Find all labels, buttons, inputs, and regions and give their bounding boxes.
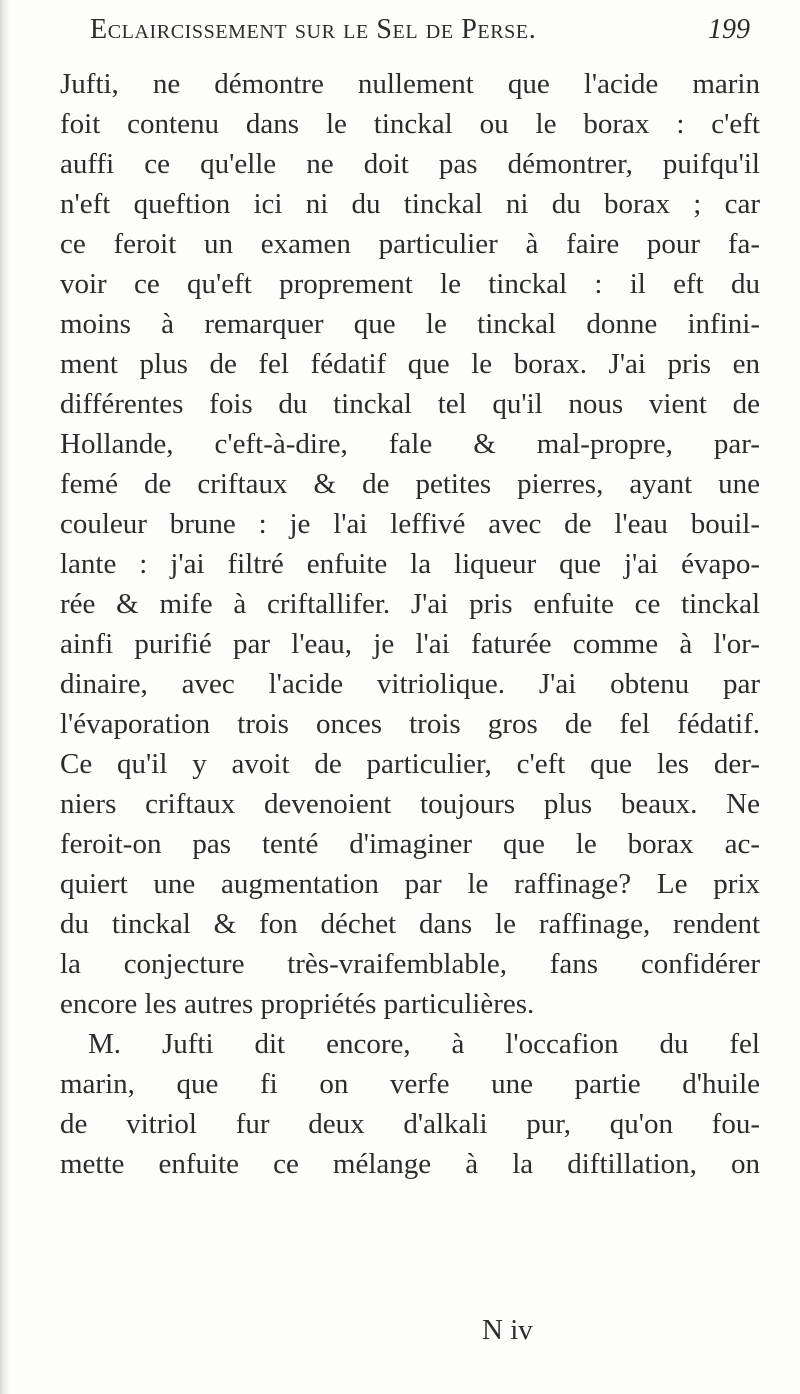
text-line: niers criftaux devenoient toujours plus beaux. Ne: [60, 788, 760, 820]
text-line: Jufti, ne démontre nullement que l'acide marin: [60, 68, 760, 100]
text-line: ce feroit un examen particulier à faire pour fa-: [60, 228, 760, 260]
body-text: [60, 64, 760, 1184]
text-line: moins à remarquer que le tinckal donne infini-: [60, 308, 760, 340]
text-line: quiert une augmentation par le raffinage? Le prix: [60, 868, 760, 900]
text-line: rée & mife à criftallifer. J'ai pris enfuite ce tinckal: [60, 588, 760, 620]
text-line: voir ce qu'eft proprement le tinckal : il eft du: [60, 268, 760, 300]
text-line: ment plus de fel fédatif que le borax. J'ai pris en: [60, 348, 760, 380]
text-line: lante : j'ai filtré enfuite la liqueur que j'ai évapo-: [60, 548, 760, 580]
signature-mark: N iv: [482, 1314, 533, 1346]
page-header: [90, 14, 750, 64]
text-line: mette enfuite ce mélange à la diftillation, on: [60, 1148, 760, 1180]
text-line: dinaire, avec l'acide vitriolique. J'ai obtenu par: [60, 668, 760, 700]
page-number: 199: [708, 14, 750, 45]
text-line: M. Jufti dit encore, à l'occafion du fel: [88, 1028, 760, 1060]
text-line: femé de criftaux & de petites pierres, ayant une: [60, 468, 760, 500]
text-line: feroit-on pas tenté d'imaginer que le borax ac-: [60, 828, 760, 860]
text-line: encore les autres propriétés particulières.: [60, 988, 535, 1020]
text-line: du tinckal & fon déchet dans le raffinage, rendent: [60, 908, 760, 940]
text-line: ainfi purifié par l'eau, je l'ai faturée comme à l'or-: [60, 628, 760, 660]
binding-edge: [0, 0, 10, 1394]
text-line: de vitriol fur deux d'alkali pur, qu'on fou-: [60, 1108, 760, 1140]
running-head: Eclaircissement sur le Sel de Perse.: [90, 14, 537, 45]
text-line: l'évaporation trois onces trois gros de fel fédatif.: [60, 708, 760, 740]
text-line: différentes fois du tinckal tel qu'il nous vient de: [60, 388, 760, 420]
text-line: la conjecture très-vraifemblable, fans confidérer: [60, 948, 760, 980]
text-line: n'eft queftion ici ni du tinckal ni du borax ; car: [60, 188, 760, 220]
text-line: couleur brune : je l'ai leffivé avec de l'eau bouil-: [60, 508, 760, 540]
text-line: auffi ce qu'elle ne doit pas démontrer, puifqu'il: [60, 148, 760, 180]
text-line: Hollande, c'eft-à-dire, fale & mal-propre, par-: [60, 428, 760, 460]
text-line: foit contenu dans le tinckal ou le borax : c'eft: [60, 108, 760, 140]
text-line: Ce qu'il y avoit de particulier, c'eft que les der-: [60, 748, 760, 780]
text-line: marin, que fi on verfe une partie d'huile: [60, 1068, 760, 1100]
